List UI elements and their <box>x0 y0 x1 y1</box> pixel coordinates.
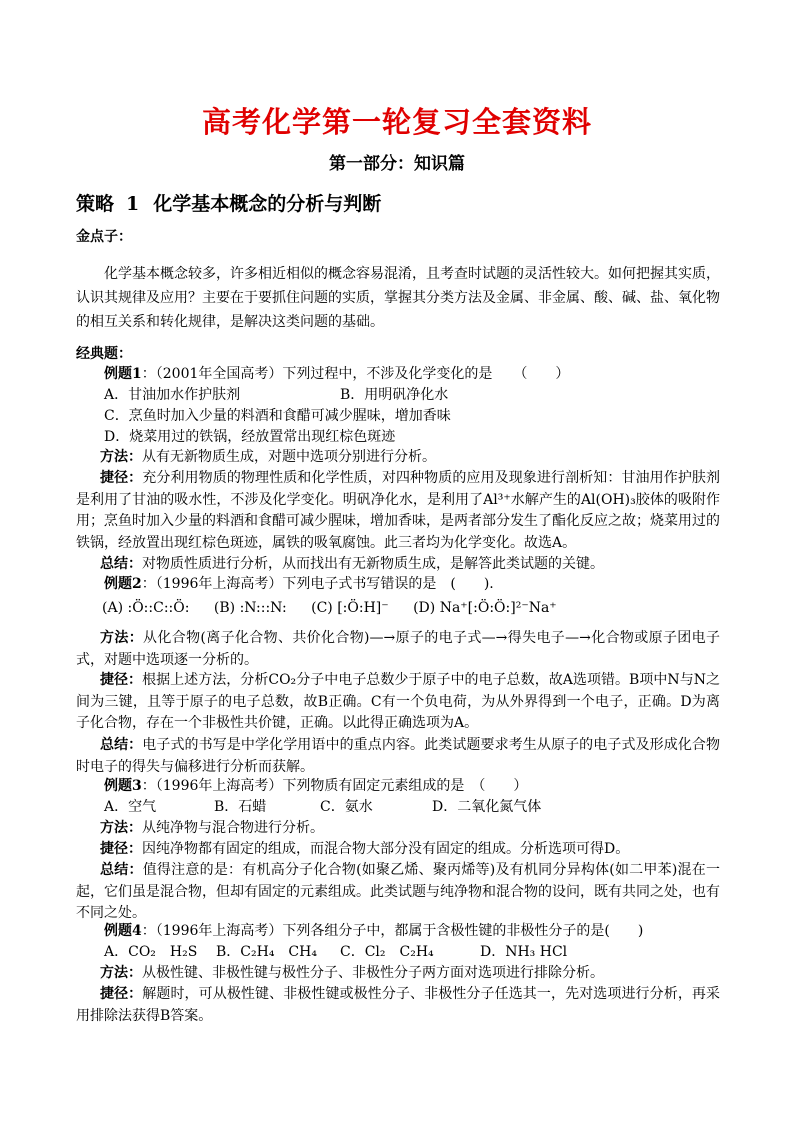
ex1-summary <box>76 554 720 576</box>
ex4-option-c: C．Cl₂ C₂H₄ <box>340 944 434 960</box>
strategy-name: 化学基本概念的分析与判断 <box>153 193 382 215</box>
ex1-shortcut-label: 捷径： <box>100 470 143 486</box>
document-subtitle: 第一部分：知识篇 <box>329 154 465 174</box>
ex2-method <box>76 628 720 671</box>
ex1-option-c: C．烹鱼时加入少量的料酒和食醋可减少腥味，增加香味 <box>104 408 451 424</box>
strategy-prefix: 策略 <box>76 193 115 215</box>
ex2-summary <box>76 735 720 778</box>
ex2-summary-text: 电子式的书写是中学化学用语中的重点内容。此类试题要求考生从原子的电子式及形成化合物时电子的得失与偏移进行分析而获解。 <box>76 737 720 775</box>
ex3-option-b: B．石蜡 <box>214 799 267 815</box>
ex4-stem <box>104 921 643 942</box>
ex2-label: 例题2 <box>104 576 142 592</box>
ex4-shortcut-label: 捷径： <box>100 986 143 1002</box>
ex1-method-text: 从有无新物质生成，对题中选项分别进行分析。 <box>142 449 436 465</box>
ex3-summary <box>76 860 720 925</box>
ex2-shortcut-label: 捷径： <box>100 672 143 688</box>
ex1-option-b: B．用明矾净化水 <box>340 387 449 403</box>
ex3-stem <box>104 776 527 797</box>
ex1-shortcut <box>76 468 720 554</box>
formula-c: (C) [:Ö:H]⁻ <box>311 600 389 616</box>
ex3-label: 例题3 <box>104 778 142 794</box>
ex3-option-a: A．空气 <box>104 799 157 815</box>
ex1-stem <box>104 364 569 385</box>
ex2-method-label: 方法： <box>100 630 144 646</box>
ex2-stem <box>104 574 494 595</box>
electron-formula-row <box>102 600 577 616</box>
ex3-question: ：（1996年上海高考）下列物质有固定元素组成的是 （ ） <box>141 778 528 794</box>
ex2-shortcut-text: 根据上述方法，分析CO₂分子中电子总数少于原子中的电子总数，故A选项错。B项中N与N之间为三键，且等于原子的电子总数，故B正确。C有一个负电荷，为从外界得到一个电子，正确。D为离子化合物，存在一个非极性共价键，正确。以此得正确选项为A。 <box>76 672 720 731</box>
ex1-summary-label: 总结： <box>100 556 142 572</box>
ex2-shortcut <box>76 670 720 735</box>
ex1-question: ：（2001年全国高考）下列过程中，不涉及化学变化的是 （ ） <box>141 366 570 382</box>
ex1-shortcut-text: 充分利用物质的物理性质和化学性质，对四种物质的应用及现象进行剖析知：甘油用作护肤剂是利用了甘油的吸水性，不涉及化学变化。明矾净化水，是利用了Al³⁺水解产生的Al(OH)₃胶体的吸附作用；烹鱼时加入少量的料酒和食醋可减少腥味，增加香味，是两者部分发生了酯化反应之故；烧菜用过的铁锅，经放置出现红棕色斑迹，属铁的吸氧腐蚀。此三者均为化学变化。故选A。 <box>76 470 720 551</box>
ex2-summary-label: 总结： <box>100 737 143 753</box>
classic-label: 经典题： <box>76 346 132 362</box>
ex3-option-d: D．二氧化氮气体 <box>432 799 542 815</box>
ex3-option-c: C．氨水 <box>320 799 373 815</box>
formula-b: (B) :N:::N: <box>213 600 287 616</box>
ex4-method <box>76 963 720 985</box>
formula-d: (D) Na⁺[:Ö:Ö:]²⁻Na⁺ <box>413 600 557 616</box>
ex3-shortcut-text: 因纯净物都有固定的组成，而混合物大部分没有固定的组成。分析选项可得D。 <box>142 841 630 857</box>
ex3-summary-label: 总结： <box>100 862 143 878</box>
ex3-method-text: 从纯净物与混合物进行分析。 <box>142 820 324 836</box>
ex1-method <box>76 447 720 469</box>
gold-label: 金点子： <box>76 229 132 245</box>
ex4-option-a: A．CO₂ H₂S <box>104 944 198 960</box>
strategy-number: 1 <box>126 193 140 215</box>
ex3-shortcut <box>76 839 720 861</box>
ex3-method <box>76 818 720 840</box>
ex1-summary-text: 对物质性质进行分析，从而找出有无新物质生成，是解答此类试题的关键。 <box>142 556 604 572</box>
ex3-method-label: 方法： <box>100 820 142 836</box>
ex1-method-label: 方法： <box>100 449 142 465</box>
ex4-method-label: 方法： <box>100 965 142 981</box>
ex4-option-d: D．NH₃ HCl <box>480 944 568 960</box>
ex1-label: 例题1 <box>104 366 142 382</box>
ex4-shortcut <box>76 984 720 1027</box>
formula-a: (A) :Ö::C::Ö: <box>102 600 190 616</box>
ex1-option-d: D．烧菜用过的铁锅，经放置常出现红棕色斑迹 <box>104 429 396 445</box>
ex4-label: 例题4 <box>104 923 142 939</box>
ex4-shortcut-text: 解题时，可从极性键、非极性键或极性分子、非极性分子任选其一，先对选项进行分析，再采用排除法获得B答案。 <box>76 986 720 1024</box>
strategy-heading <box>76 189 381 216</box>
ex2-method-text: 从化合物(离子化合物、共价化合物)—→原子的电子式—→得失电子—→化合物或原子团电子式，对题中选项逐一分析的。 <box>76 630 720 668</box>
intro-paragraph: 化学基本概念较多，许多相近相似的概念容易混淆，且考查时试题的灵活性较大。如何把握其实质，认识其规律及应用？主要在于要抓住问题的实质，掌握其分类方法及金属、非金属、酸、碱、盐、氧化物的相互关系和转化规律，是解决这类问题的基础。 <box>76 266 720 330</box>
document-title: 高考化学第一轮复习全套资料 <box>201 105 592 139</box>
ex4-option-b: B．C₂H₄ CH₄ <box>216 944 317 960</box>
ex1-option-a: A．甘油加水作护肤剂 <box>104 387 241 403</box>
ex4-method-text: 从极性键、非极性键与极性分子、非极性分子两方面对选项进行排除分析。 <box>142 965 604 981</box>
ex3-summary-text: 值得注意的是：有机高分子化合物(如聚乙烯、聚丙烯等)及有机同分异构体(如二甲苯)混在一起，它们虽是混合物，但却有固定的元素组成。此类试题与纯净物和混合物的设问，既有共同之处，也有不同之处。 <box>76 862 720 921</box>
ex4-question: ：（1996年上海高考）下列各组分子中，都属于含极性键的非极性分子的是( ) <box>141 923 644 939</box>
ex3-shortcut-label: 捷径： <box>100 841 142 857</box>
ex2-question: ：（1996年上海高考）下列电子式书写错误的是 ( ). <box>141 576 494 592</box>
